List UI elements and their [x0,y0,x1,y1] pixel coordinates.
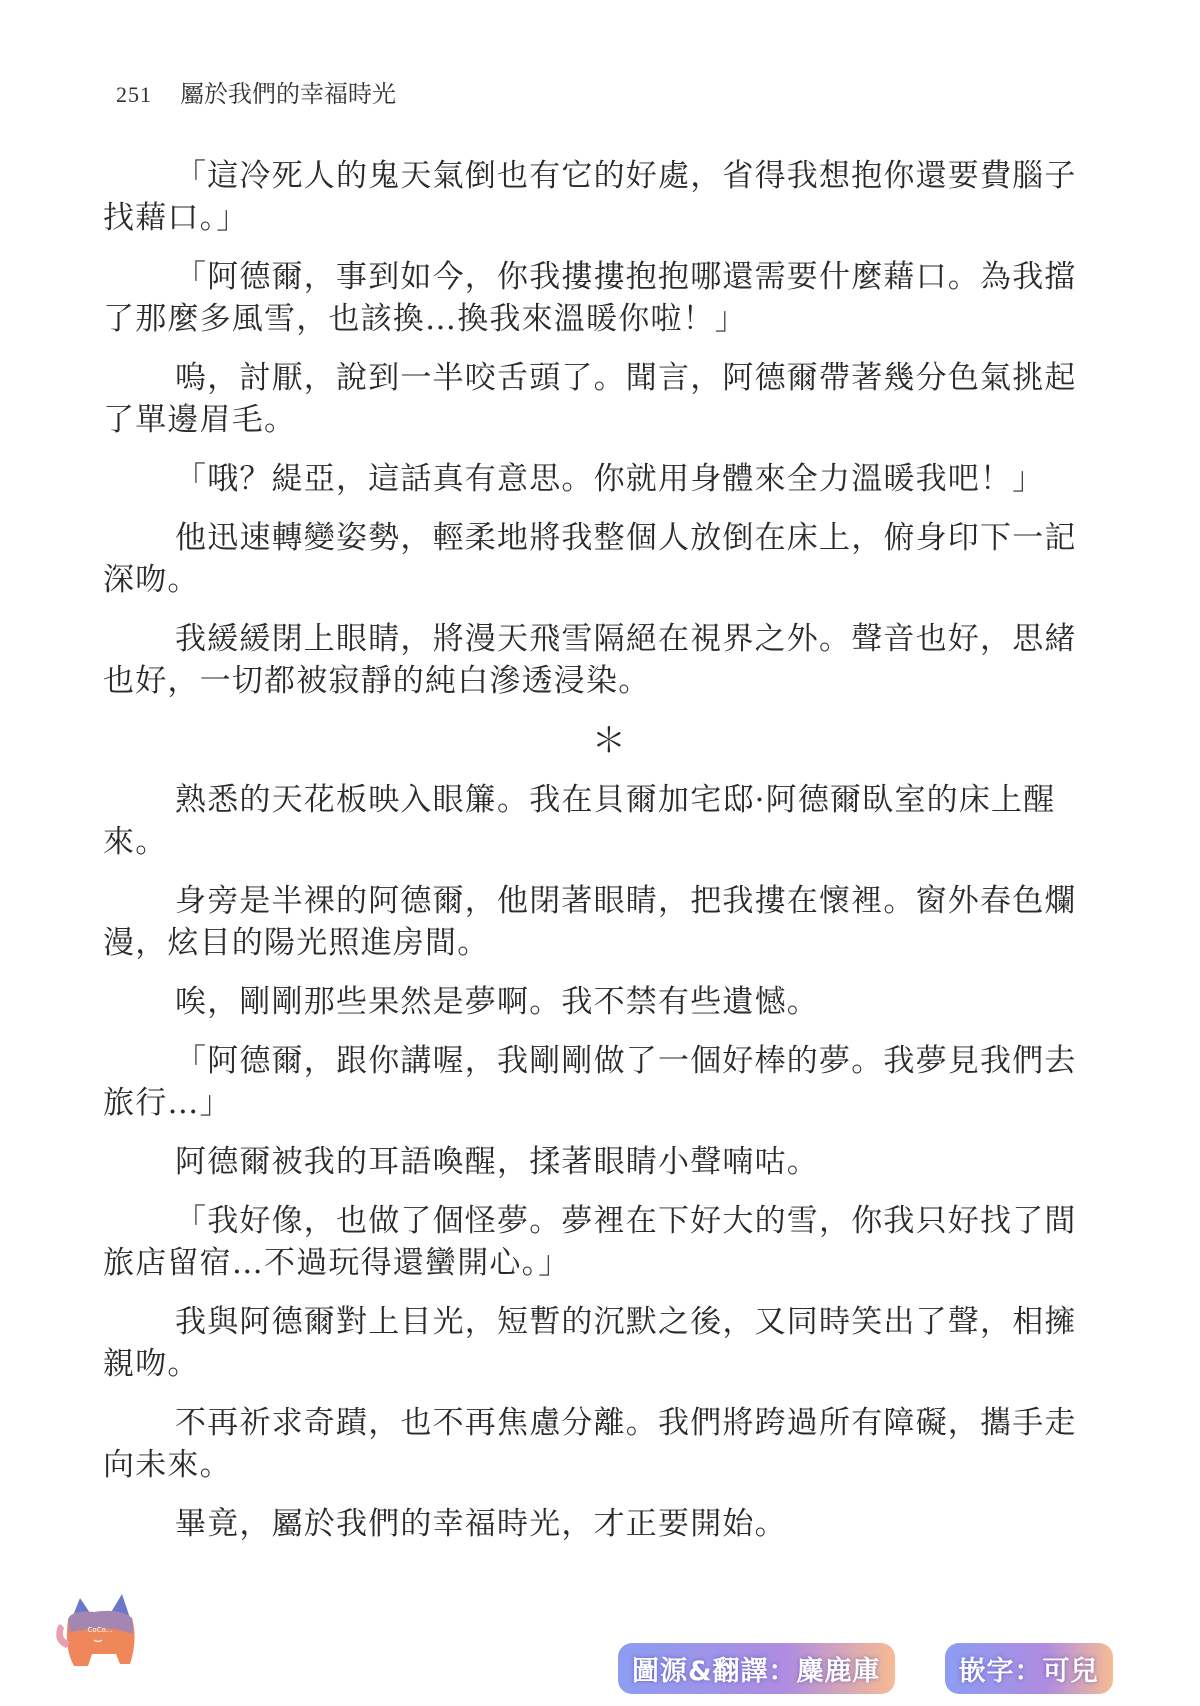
scene-break: ＊ [591,721,628,761]
cat-mascot-icon [50,1588,140,1674]
paragraph: 嗚，討厭，說到一半咬舌頭了。聞言，阿德爾帶著幾分色氣挑起了單邊眉毛。 [103,360,1077,438]
page-number: 251 [116,82,152,107]
body-text [103,155,1098,1562]
paragraph: 他迅速轉變姿勢，輕柔地將我整個人放倒在床上，俯身印下一記深吻。 [103,520,1077,598]
paragraph: 熟悉的天花板映入眼簾。我在貝爾加宅邸·阿德爾臥室的床上醒來。 [103,782,1056,860]
running-head [116,74,396,110]
book-title: 屬於我們的幸福時光 [180,80,396,108]
paragraph: 不再祈求奇蹟，也不再焦慮分離。我們將跨過所有障礙，攜手走向未來。 [103,1405,1077,1483]
paragraph: 我緩緩閉上眼睛，將漫天飛雪隔絕在視界之外。聲音也好，思緒也好，一切都被寂靜的純白滲透浸染。 [103,621,1077,699]
paragraph: 「阿德爾，跟你講喔，我剛剛做了一個好棒的夢。我夢見我們去旅行…」 [103,1043,1077,1121]
paragraph: 阿德爾被我的耳語喚醒，揉著眼睛小聲喃咕。 [175,1144,819,1180]
paragraph: 「阿德爾，事到如今，你我摟摟抱抱哪還需要什麼藉口。為我擋了那麼多風雪，也該換…換我來溫暖你啦！」 [103,259,1077,337]
credit-typesetting: 嵌字：可兒 [945,1643,1113,1694]
paragraph: 畢竟，屬於我們的幸福時光，才正要開始。 [175,1506,787,1542]
paragraph: 「這冷死人的鬼天氣倒也有它的好處，省得我想抱你還要費腦子找藉口。」 [103,158,1077,236]
credit-source-translation: 圖源&翻譯：麋鹿庫 [618,1643,895,1694]
credits [618,1640,1113,1696]
paragraph: 「哦？緹亞，這話真有意思。你就用身體來全力溫暖我吧！」 [175,461,1045,497]
paragraph: 身旁是半裸的阿德爾，他閉著眼睛，把我摟在懷裡。窗外春色爛漫，炫目的陽光照進房間。 [103,883,1077,961]
mascot-label: CoCo... [87,1626,113,1634]
paragraph: 唉，剛剛那些果然是夢啊。我不禁有些遺憾。 [175,984,819,1020]
paragraph: 「我好像，也做了個怪夢。夢裡在下好大的雪，你我只好找了間旅店留宿…不過玩得還蠻開心。」 [103,1203,1077,1281]
paragraph: 我與阿德爾對上目光，短暫的沉默之後，又同時笑出了聲，相擁親吻。 [103,1304,1077,1382]
